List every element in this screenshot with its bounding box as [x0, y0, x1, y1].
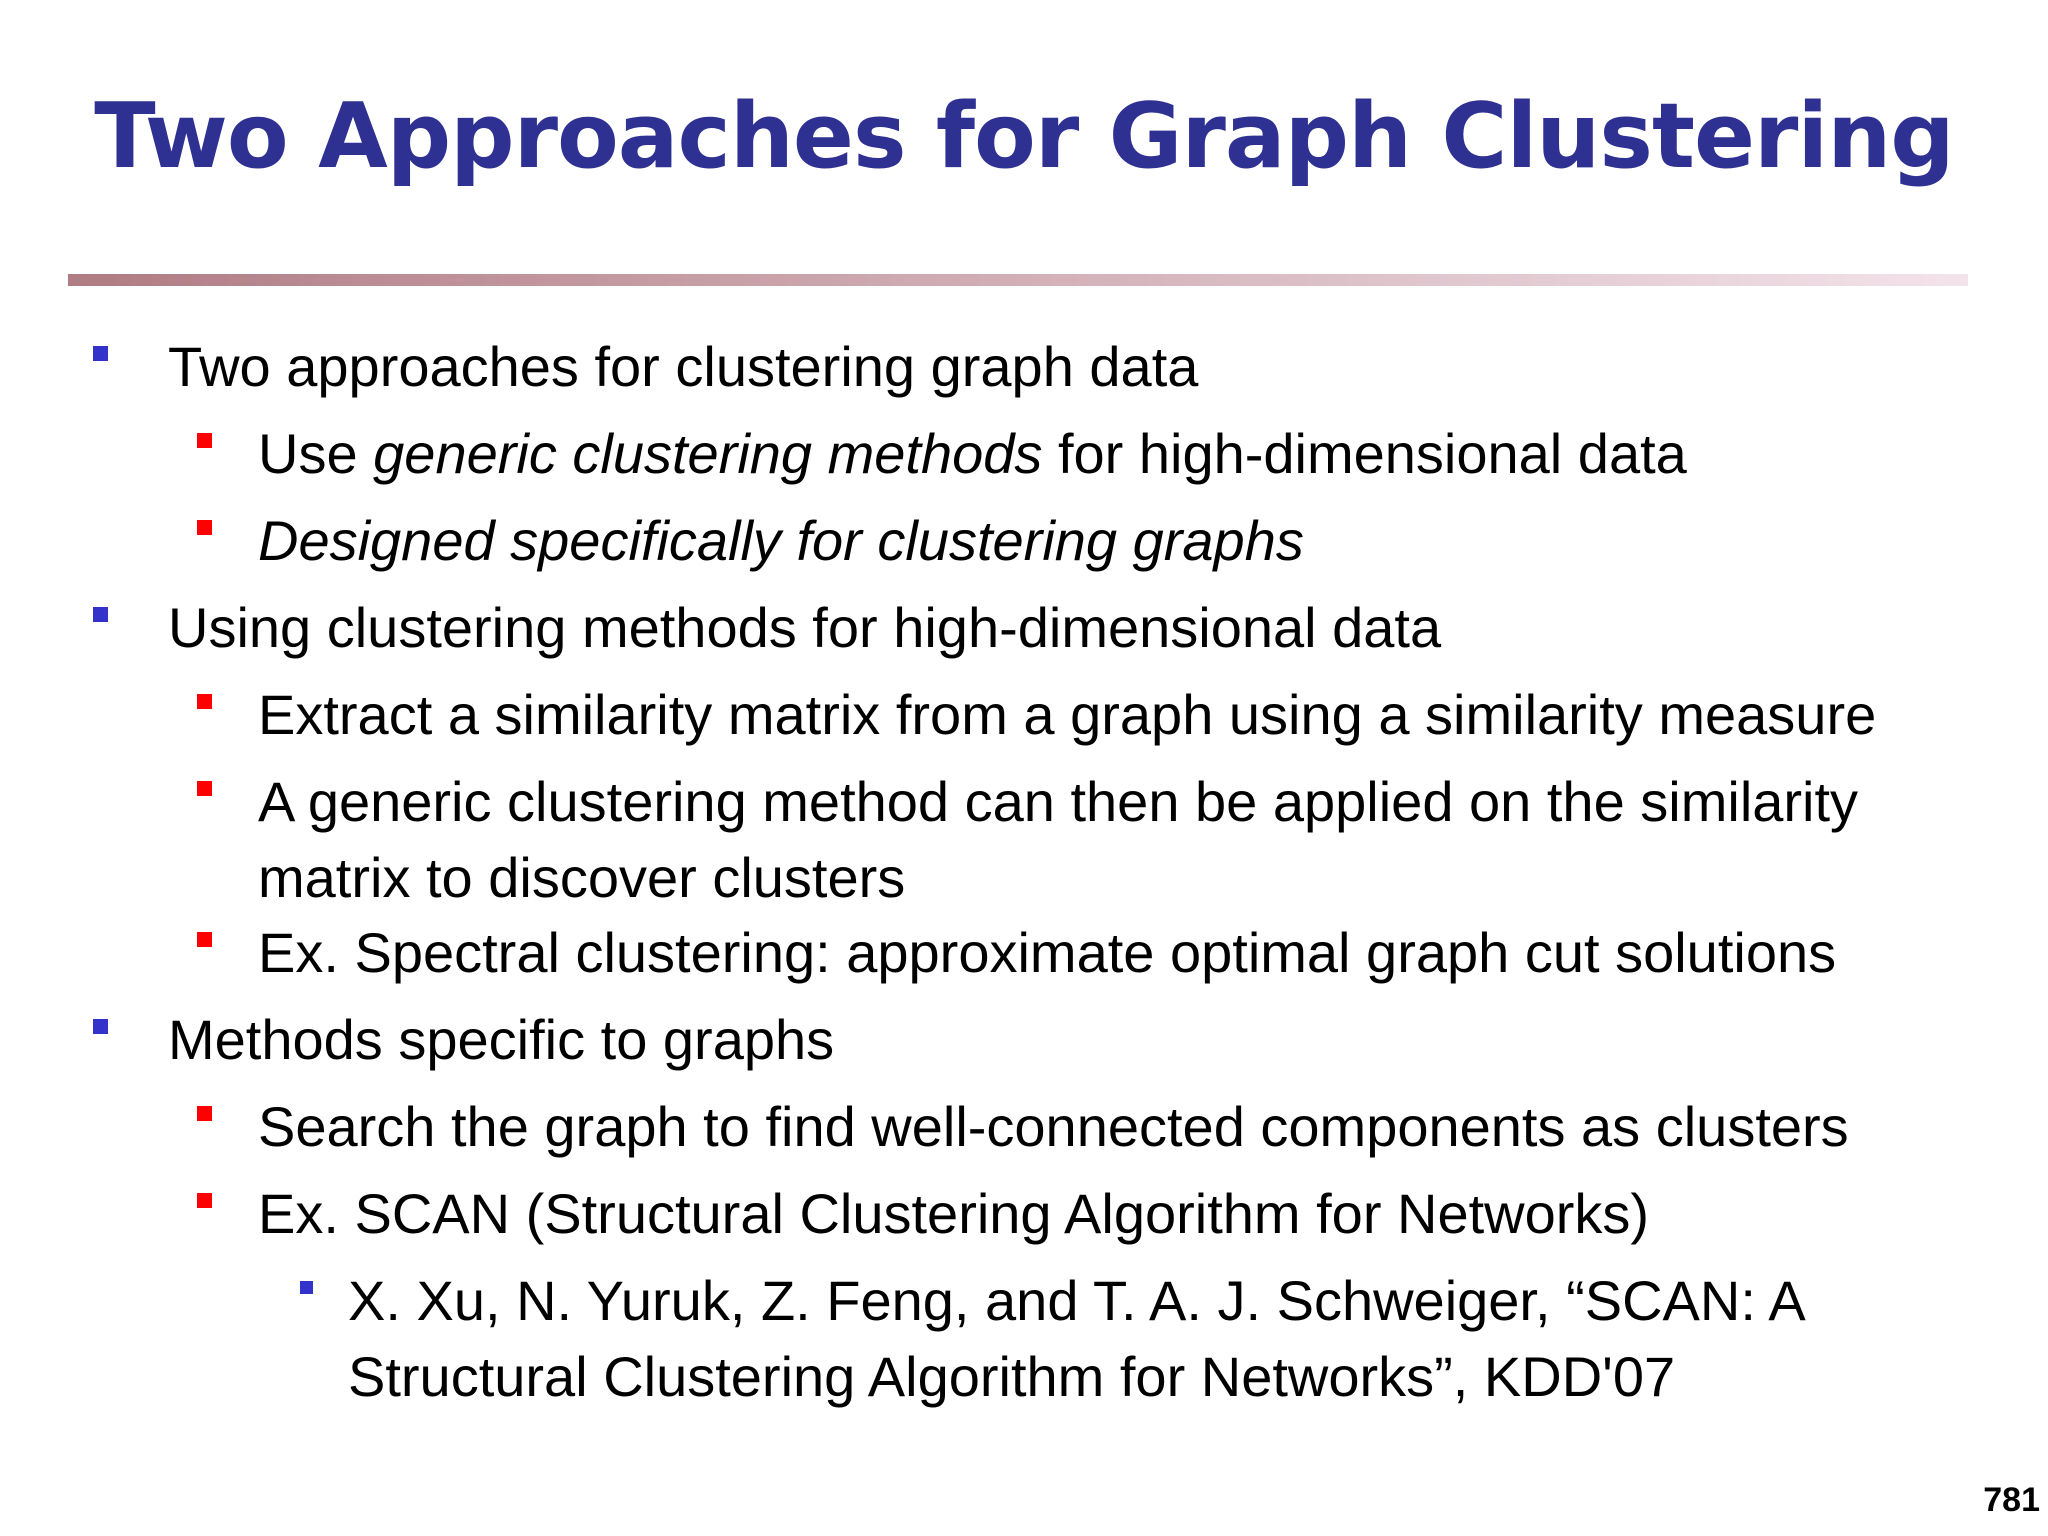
- bullet-text-line: X. Xu, N. Yuruk, Z. Feng, and T. A. J. Schweiger, “SCAN: A: [348, 1269, 1806, 1332]
- text-segment: Methods specific to graphs: [168, 1008, 835, 1071]
- bullet-text: [258, 1089, 1849, 1165]
- emphasized-text: Designed specifically for clustering graphs: [258, 509, 1304, 572]
- title-divider: [68, 274, 1968, 286]
- bullet-item-level-2: [258, 1176, 1649, 1252]
- text-segment: Search the graph to find well-connected components as clusters: [258, 1095, 1849, 1158]
- bullet-item-level-3: [348, 1263, 1806, 1415]
- square-bullet-icon: [300, 1281, 313, 1294]
- page-number: 781: [1983, 1481, 2040, 1519]
- square-bullet-icon: [197, 520, 212, 535]
- bullet-text: [258, 677, 1876, 753]
- text-segment: Ex. Spectral clustering: approximate optimal graph cut solutions: [258, 921, 1837, 984]
- bullet-text: [348, 1263, 1806, 1415]
- square-bullet-icon: [93, 346, 108, 361]
- bullet-text-line: Structural Clustering Algorithm for Networks”, KDD'07: [348, 1345, 1676, 1408]
- square-bullet-icon: [197, 433, 212, 448]
- text-segment: Two approaches for clustering graph data: [168, 335, 1199, 398]
- bullet-item-level-2: [258, 915, 1836, 991]
- bullet-item-level-1: [168, 329, 1198, 405]
- square-bullet-icon: [93, 1019, 108, 1034]
- bullet-text: [258, 416, 1687, 492]
- bullet-item-level-1: [168, 1002, 834, 1078]
- square-bullet-icon: [197, 932, 212, 947]
- emphasized-text: generic clustering methods: [373, 422, 1043, 485]
- bullet-item-level-2: [258, 503, 1304, 579]
- bullet-item-level-2: [258, 1089, 1849, 1165]
- bullet-item-level-1: [168, 590, 1441, 666]
- text-segment: Ex. SCAN (Structural Clustering Algorithm for Networks): [258, 1182, 1650, 1245]
- slide-title: Two Approaches for Graph Clustering: [94, 84, 1954, 189]
- text-segment: Using clustering methods for high-dimensional data: [168, 596, 1442, 659]
- square-bullet-icon: [197, 694, 212, 709]
- bullet-text: [258, 764, 1858, 916]
- text-segment: for high-dimensional data: [1042, 422, 1687, 485]
- bullet-item-level-2: [258, 764, 1858, 916]
- bullet-item-level-2: [258, 416, 1687, 492]
- text-segment: Extract a similarity matrix from a graph using a similarity measure: [258, 683, 1877, 746]
- bullet-text: [258, 915, 1836, 991]
- square-bullet-icon: [197, 781, 212, 796]
- square-bullet-icon: [197, 1106, 212, 1121]
- bullet-text: [258, 503, 1304, 579]
- bullet-text-line: A generic clustering method can then be applied on the similarity: [258, 770, 1859, 833]
- bullet-text: [168, 329, 1198, 405]
- bullet-item-level-2: [258, 677, 1876, 753]
- text-segment: Use: [258, 422, 374, 485]
- square-bullet-icon: [197, 1193, 212, 1208]
- bullet-text: [168, 1002, 834, 1078]
- bullet-text-line: matrix to discover clusters: [258, 846, 906, 909]
- bullet-text: [168, 590, 1441, 666]
- bullet-text: [258, 1176, 1649, 1252]
- square-bullet-icon: [93, 607, 108, 622]
